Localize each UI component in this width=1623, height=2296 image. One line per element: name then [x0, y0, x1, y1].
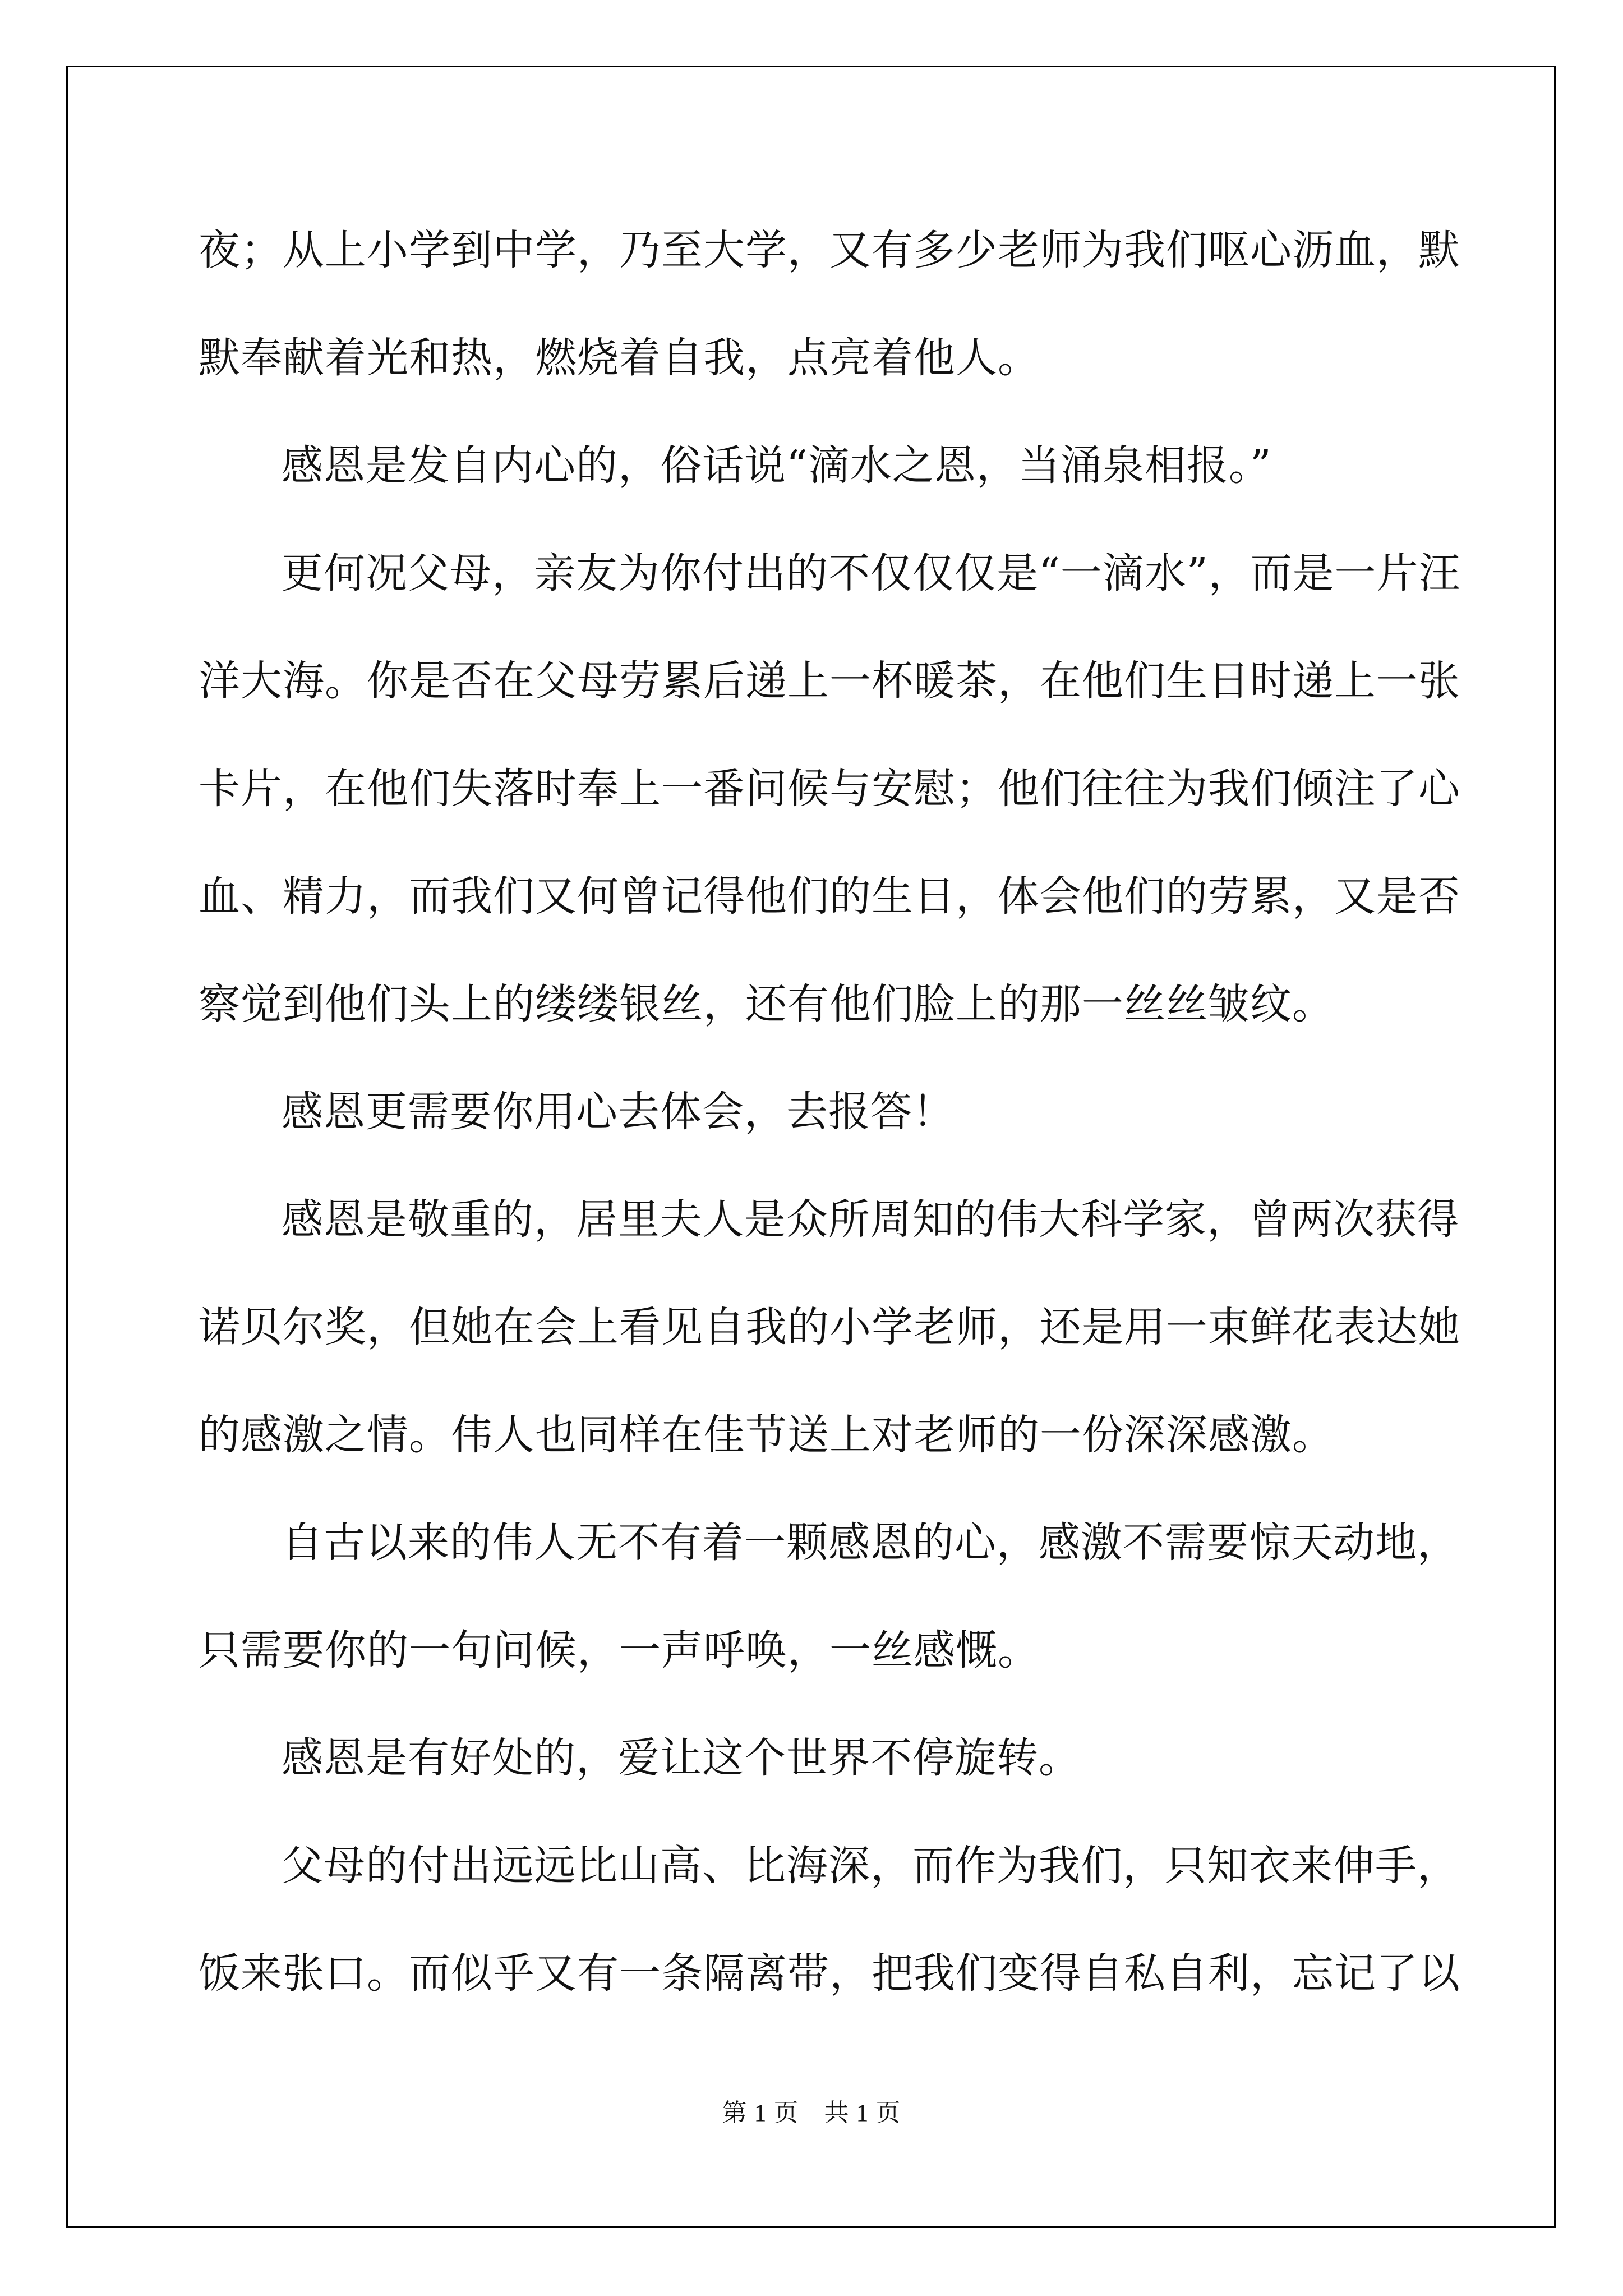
page-number-footer: 第 1 页 共 1 页	[722, 2099, 901, 2127]
paragraph-first-line: 感恩是敬重的，居里夫人是众所周知的伟大科学家，曾两次获得	[282, 1195, 1459, 1244]
text-line: 察觉到他们头上的缕缕银丝，还有他们脸上的那一丝丝皱纹。	[199, 980, 1334, 1028]
text-line: 默奉献着光和热，燃烧着自我，点亮着他人。	[199, 334, 1040, 382]
text-line: 洋大海。你是否在父母劳累后递上一杯暖茶，在他们生日时递上一张	[199, 657, 1460, 705]
paragraph-first-line: 感恩是有好处的，爱让这个世界不停旋转。	[282, 1734, 1081, 1782]
paragraph-first-line: 感恩更需要你用心去体会，去报答！	[282, 1088, 955, 1136]
text-line: 卡片，在他们失落时奉上一番问候与安慰；他们往往为我们倾注了心	[199, 765, 1460, 813]
text-line: 诺贝尔奖，但她在会上看见自我的小学老师，还是用一束鲜花表达她	[199, 1303, 1460, 1351]
document-body	[199, 196, 1461, 2027]
paragraph-first-line: 感恩是发自内心的，俗话说“滴水之恩，当涌泉相报。”	[282, 441, 1272, 490]
text-line: 血、精力，而我们又何曾记得他们的生日，体会他们的劳累，又是否	[199, 872, 1460, 921]
paragraph-first-line: 父母的付出远远比山高、比海深，而作为我们，只知衣来伸手，	[282, 1842, 1459, 1890]
paragraph-first-line: 更何况父母，亲友为你付出的不仅仅仅是“一滴水”，而是一片汪	[282, 549, 1461, 597]
paragraph-first-line: 自古以来的伟人无不有着一颗感恩的心，感激不需要惊天动地，	[282, 1519, 1459, 1567]
text-line: 夜；从上小学到中学，乃至大学，又有多少老师为我们呕心沥血，默	[199, 226, 1460, 274]
text-line: 的感激之情。伟人也同样在佳节送上对老师的一份深深感激。	[199, 1411, 1334, 1459]
text-line: 只需要你的一句问候，一声呼唤，一丝感慨。	[199, 1626, 1040, 1674]
text-line: 饭来张口。而似乎又有一条隔离带，把我们变得自私自利，忘记了以	[199, 1949, 1460, 1998]
